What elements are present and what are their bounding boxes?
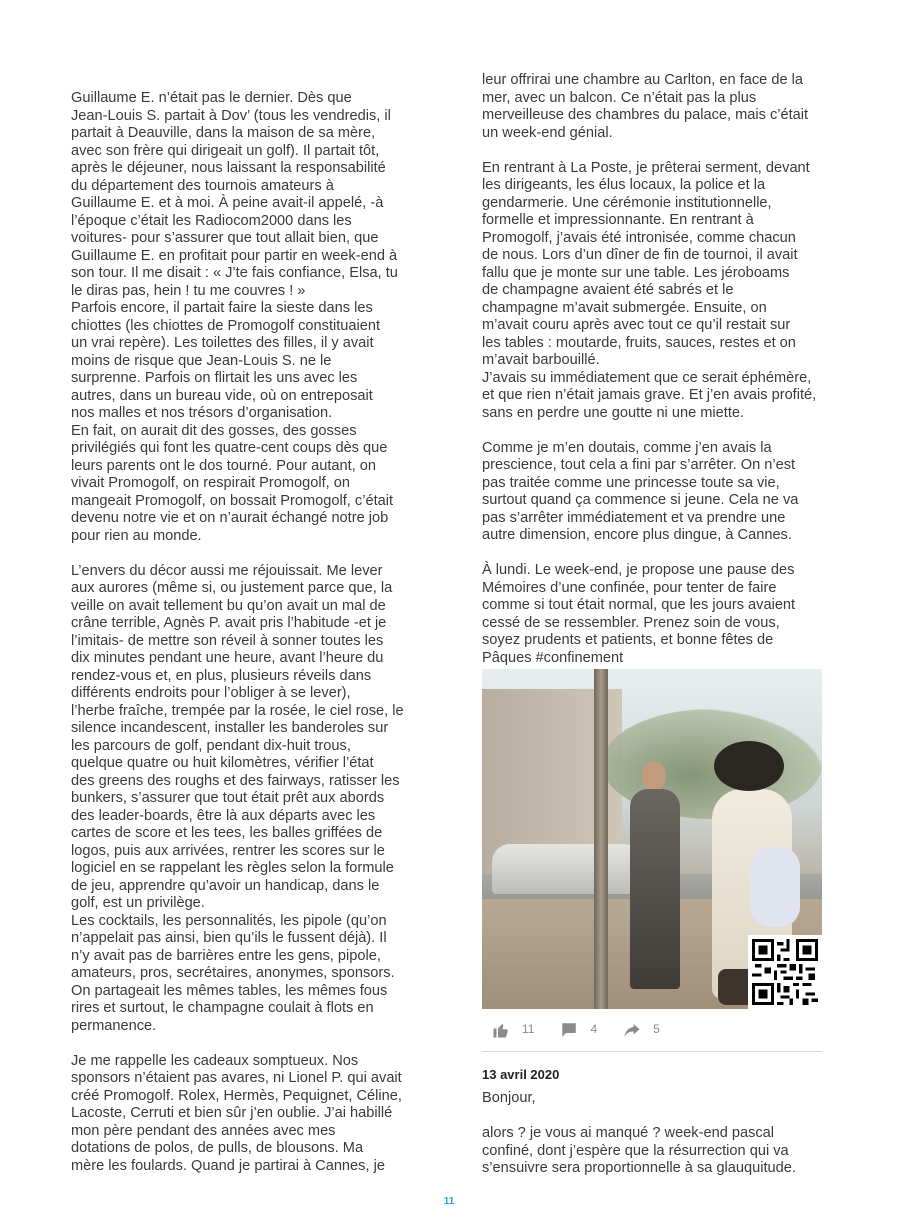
paragraph: À lundi. Le week-end, je propose une pause des Mémoires d’une confinée, pour tenter de faire comme si tout était normal, que les jours avaient cessé de se ressembler. Prenez soin de vous, soyez prudents et patients, et bonne fêtes de Pâques #confinement	[482, 562, 796, 666]
comment-count: 4	[590, 1022, 598, 1037]
share-count: 5	[653, 1022, 660, 1037]
right-column	[482, 72, 822, 1178]
paragraph-gap	[482, 422, 822, 440]
like-count: 11	[522, 1022, 535, 1037]
greeting: Bonjour,	[482, 1090, 536, 1106]
thumbs-up-icon	[492, 1021, 510, 1039]
paragraph: Comme je m’en doutais, comme j’en avais la prescience, tout cela a fini par s’arrêter. On n’est pas traitée comme une princesse toute sa vie, surtout quand ça commence si jeune. Cela ne va pas s’arrêter immédiatement et va prendre une autre dimension, encore plus dingue, à Cannes.	[482, 439, 799, 543]
paragraph: Guillaume E. n’était pas le dernier. Dès que Jean-Louis S. partait à Dov’ (tous les vendredis, il partait à Deauville, dans la maison de sa mère, avec son frère qui dirigeait un golf). Il partait tôt, après le déjeuner, nous laissant la responsabilité du département des tournois amateurs à Guillaume E. et à moi. À peine avait-il appelé, -à l’époque c’était les Radiocom2000 dans les voitures- pour s’assurer que tout allait bien, que Guillaume E. en profitait pour partir en week-end à son tour. Il me disait : « J’te fais confiance, Elsa, tu le diras pas, hein ! tu me couvres ! »	[71, 90, 398, 299]
paragraph-gap	[71, 1035, 416, 1053]
paragraph: L’envers du décor aussi me réjouissait. Me lever aux aurores (même si, ou justement parce que, la veille on avait tellement bu qu’on avait un mal de crâne terrible, Agnès P. avait pris l’habitude -et je l’imitais- de mettre son réveil à sonner toutes les dix minutes pendant une heure, avant l’heure du rendez-vous et, en plus, plusieurs réveils dans différents endroits pour l’obliger à se lever), l’herbe fraîche, trempée par la rosée, le ciel rose, le silence incandescent, installer les banderoles sur les parcours de golf, pendant dix-huit trous, quelque quatre ou huit kilomètres, vérifier l’état des greens des roughs et des fairways, ratisser les bunkers, s’assurer que tout était prêt aux abords des leader-boards, être là aux départs avec les cartes de score et les tees, les balles griffées de logos, puis aux arrivées, rentrer les scores sur le logiciel en se rappelant les règles selon la formule de jeu, apprendre qu’avoir un handicap, dans le golf, est un privilège.	[71, 562, 404, 911]
social-bar	[482, 1009, 822, 1052]
paragraph: En fait, on aurait dit des gosses, des gosses privilégiés qui font les quatre-cent coups dès que leurs parents ont le dos tourné. Pour autant, on vivait Promogolf, on respirait Promogolf, on mangeait Promogolf, on bossait Promogolf, c’était devenu notre vie et on n’aurait échangé notre job pour rien au monde.	[71, 422, 394, 544]
paragraph-gap	[482, 545, 822, 563]
man-in-suit	[630, 789, 680, 989]
paragraph: Les cocktails, les personnalités, les pipole (qu’on n’appelait pas ainsi, bien qu’ils le fussent déjà). Il n’y avait pas de barrières entre les gens, pipole, amateurs, pros, secrétaires, anonymes, sponsors. On partageait les mêmes tables, les mêmes fous rires et surtout, le champagne coulait à flots en permanence.	[71, 912, 395, 1034]
comment-icon	[560, 1021, 578, 1039]
street-scene-photo	[482, 669, 822, 1009]
like-button[interactable]	[492, 1021, 534, 1039]
paragraph: Parfois encore, il partait faire la sieste dans les chiottes (les chiottes de Promogolf constituaient un vrai repère). Les toilettes des filles, il y avait moins de risque que Jean-Louis S. ne le surprenne. Parfois on flirtait les uns avec les autres, dans un bureau vide, où on entreposait nos malles et nos trésors d’organisation.	[71, 300, 381, 421]
paragraph: Je me rappelle les cadeaux somptueux. Nos sponsors n’étaient pas avares, ni Lionel P. qui avait créé Promogolf. Rolex, Hermès, Pequignet, Céline, Lacoste, Cerruti et bien sûr j’en oublie. J’ai habillé mon père pendant des années avec mes dotations de polos, de pulls, de blousons. Ma mère les foulards. Quand je partirai à Cannes, je	[71, 1052, 402, 1174]
paragraph: En rentrant à La Poste, je prêterai serment, devant les dirigeants, les élus locaux, la police et la gendarmerie. Une cérémonie institutionnelle, formelle et impressionnante. En rentrant à Promogolf, j’avais été intronisée, comme chacun de nous. Lors d’un dîner de fin de tournoi, il avait fallu que je monte sur une table. Les jéroboams de champagne avaient été sabrés et le champagne m’avait submergée. Ensuite, on m’avait couru après avec tout ce qu’il restait sur les tables : moutarde, fruits, sauces, restes et on m’avait barbouillé.	[482, 159, 810, 368]
left-column	[71, 90, 416, 1175]
paragraph-gap	[482, 1108, 822, 1126]
share-icon	[623, 1021, 641, 1039]
parked-car	[492, 844, 642, 894]
qr-code[interactable]	[748, 935, 822, 1009]
share-button[interactable]	[623, 1021, 660, 1039]
post-date: 13 avril 2020	[482, 1067, 560, 1082]
paragraph: leur offrirai une chambre au Carlton, en face de la mer, avec un balcon. Ce n’était pas la plus merveilleuse des chambres du palace, mais c’était un week-end génial.	[482, 72, 809, 141]
comment-button[interactable]	[560, 1021, 597, 1039]
page-number: 11	[443, 1196, 455, 1207]
paragraph-gap	[482, 142, 822, 160]
paragraph: J’avais su immédiatement que ce serait éphémère, et que rien n’était jamais grave. Et j’en avais profité, sans en perdre une goutte ni une miette.	[482, 369, 817, 421]
paragraph-gap	[71, 545, 416, 563]
street-pole	[594, 669, 608, 1009]
paragraph: alors ? je vous ai manqué ? week-end pascal confiné, dont j’espère que la résurrection qui va s’ensuivre sera proportionnelle à sa glauquitude.	[482, 1125, 796, 1176]
